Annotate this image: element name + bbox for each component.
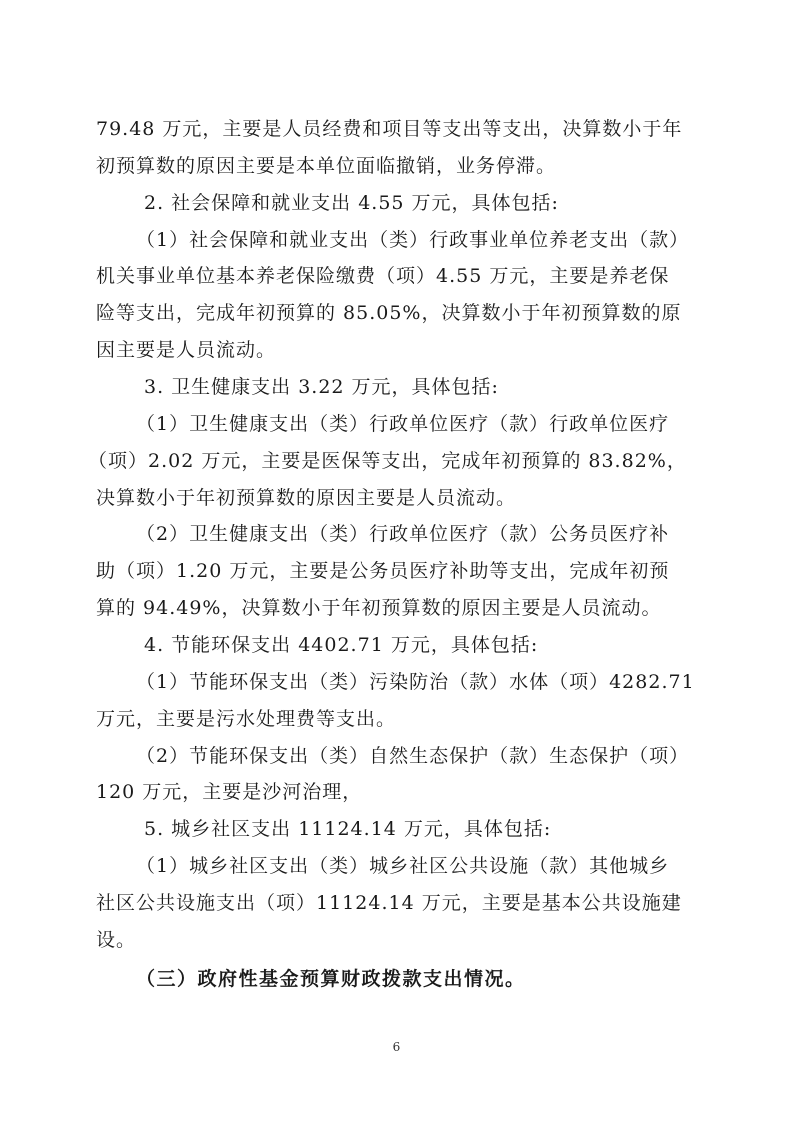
paragraph-line: 险等支出，完成年初预算的 85.05%，决算数小于年初预算数的原: [96, 302, 682, 325]
paragraph-line: 120 万元，主要是沙河治理，: [96, 781, 363, 804]
paragraph-line: 5. 城乡社区支出 11124.14 万元，具体包括:: [144, 818, 552, 841]
page-number: 6: [392, 1040, 401, 1054]
paragraph-line: （2）卫生健康支出（类）行政单位医疗（款）公务员医疗补: [136, 523, 670, 546]
paragraph-line: 2. 社会保障和就业支出 4.55 万元，具体包括:: [144, 191, 559, 214]
paragraph-line: 社区公共设施支出（项）11124.14 万元，主要是基本公共设施建: [96, 891, 682, 914]
paragraph-line: 万元，主要是污水处理费等支出。: [96, 707, 397, 730]
paragraph-line: 算的 94.49%，决算数小于年初预算数的原因主要是人员流动。: [96, 597, 662, 620]
paragraph-line: （项）2.02 万元，主要是医保等支出，完成年初预算的 83.82%，: [88, 449, 687, 472]
paragraph-line: （1）卫生健康支出（类）行政单位医疗（款）行政单位医疗: [136, 412, 670, 435]
paragraph-line: （1）城乡社区支出（类）城乡社区公共设施（款）其他城乡: [136, 855, 670, 878]
paragraph-line: 4. 节能环保支出 4402.71 万元，具体包括:: [144, 633, 539, 656]
paragraph-line: 设。: [96, 928, 137, 951]
paragraph-line: （1）节能环保支出（类）污染防治（款）水体（项）4282.71: [136, 670, 695, 693]
paragraph-line: 79.48 万元，主要是人员经费和项目等支出等支出，决算数小于年: [96, 118, 683, 140]
paragraph-line: 机关事业单位基本养老保险缴费（项）4.55 万元，主要是养老保: [96, 265, 670, 288]
paragraph-line: 助（项）1.20 万元，主要是公务员医疗补助等支出，完成年初预: [96, 560, 670, 583]
paragraph-line: （1）社会保障和就业支出（类）行政事业单位养老支出（款）: [136, 228, 690, 251]
paragraph-line: 因主要是人员流动。: [96, 339, 277, 362]
paragraph-line: （2）节能环保支出（类）自然生态保护（款）生态保护（项）: [136, 744, 690, 767]
paragraph-line: 决算数小于年初预算数的原因主要是人员流动。: [96, 486, 517, 509]
paragraph-line: 初预算数的原因主要是本单位面临撤销，业务停滞。: [96, 154, 557, 177]
paragraph-line: 3. 卫生健康支出 3.22 万元，具体包括:: [144, 375, 499, 398]
section-heading: （三）政府性基金预算财政拨款支出情况。: [136, 967, 526, 990]
